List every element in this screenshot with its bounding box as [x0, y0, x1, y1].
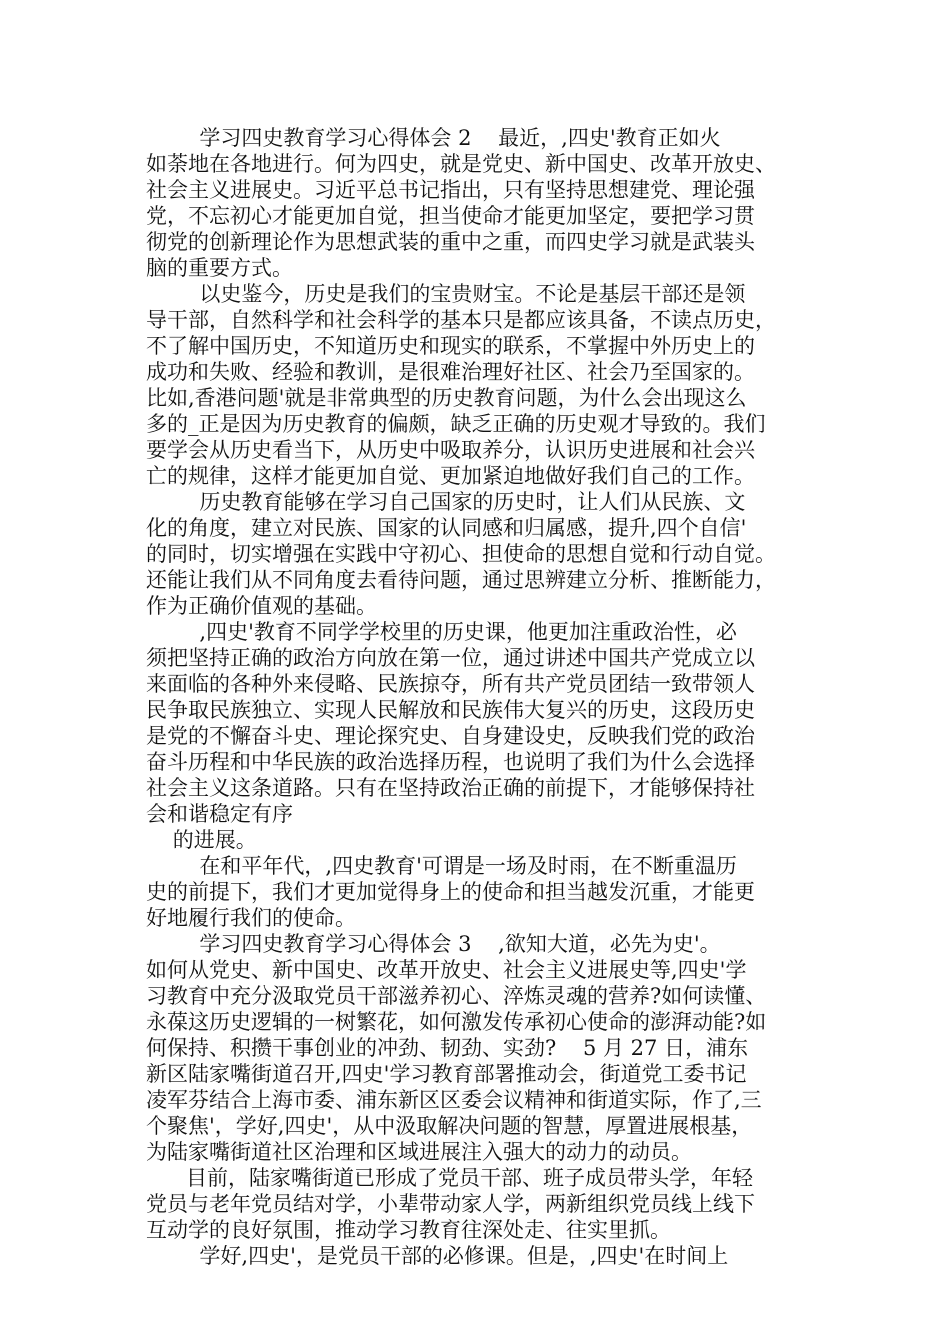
text-line: 奋斗历程和中华民族的政治选择历程，也说明了我们为什么会选择 [146, 750, 755, 774]
text-line: 脑的重要方式。 [146, 256, 293, 280]
text-line: 比如,香港问题'就是非常典型的历史教育问题，为什么会出现这么 [146, 386, 747, 410]
text-line: 学习四史教育学习心得体会 3 ,欲知大道，必先为史'。 [146, 932, 721, 956]
text-line: 历史教育能够在学习自己国家的历史时，让人们从民族、文 [146, 490, 746, 514]
text-line: 永葆这历史逻辑的一树繁花，如何激发传承初心使命的澎湃动能?如 [146, 1010, 767, 1034]
text-line: 不了解中国历史，不知道历史和现实的联系，不掌握中外历史上的 [146, 334, 755, 358]
text-line: 为陆家嘴街道社区治理和区域进展注入强大的动力的动员。 [146, 1140, 692, 1164]
text-line: 要学会从历史看当下，从历史中吸取养分，认识历史进展和社会兴 [146, 438, 755, 462]
text-line: 会和谐稳定有序 [146, 802, 293, 826]
text-line: 彻党的创新理论作为思想武装的重中之重，而四史学习就是武装头 [146, 230, 755, 254]
text-line: 学习四史教育学习心得体会 2 最近，,四史'教育正如火 [146, 126, 721, 150]
text-line: 亡的规律，这样才能更加自觉、更加紧迫地做好我们自己的工作。 [146, 464, 755, 488]
text-line: 多的_正是因为历史教育的偏颇，缺乏正确的历史观才导致的。我们 [146, 412, 766, 436]
text-line: 目前，陆家嘴街道已形成了党员干部、班子成员带头学，年轻 [146, 1166, 754, 1190]
text-line: 史的前提下，我们才更加觉得身上的使命和担当越发沉重，才能更 [146, 880, 755, 904]
text-line: 互动学的良好氛围，推动学习教育往深处走、往实里抓。 [146, 1218, 671, 1242]
text-line: 作为正确价值观的基础。 [146, 594, 377, 618]
text-line: 好地履行我们的使命。 [146, 906, 356, 930]
text-line: 何保持、积攒干事创业的冲劲、韧劲、实劲? 5 月 27 日，浦东 [146, 1036, 749, 1060]
text-line: 以史鉴今，历史是我们的宝贵财宝。不论是基层干部还是领 [146, 282, 746, 306]
text-line: 须把坚持正确的政治方向放在第一位，通过讲述中国共产党成立以 [146, 646, 755, 670]
text-line: 的同时，切实增强在实践中守初心、担使命的思想自觉和行动自觉。 [146, 542, 776, 566]
text-line: 如何从党史、新中国史、改革开放史、社会主义进展史等,四史'学 [146, 958, 747, 982]
text-line: ,四史'教育不同学学校里的历史课，他更加注重政治性，必 [146, 620, 737, 644]
text-line: 化的角度，建立对民族、国家的认同感和归属感，提升,四个自信' [146, 516, 747, 540]
text-line: 是党的不懈奋斗史、理论探究史、自身建设史，反映我们党的政治 [146, 724, 755, 748]
text-line: 学好,四史'，是党员干部的必修课。但是，,四史'在时间上 [146, 1244, 729, 1268]
text-line: 还能让我们从不同角度去看待问题，通过思辨建立分析、推断能力， [146, 568, 776, 592]
text-line: 的进展。 [146, 828, 257, 852]
text-line: 在和平年代，,四史教育'可谓是一场及时雨，在不断重温历 [146, 854, 737, 878]
text-line: 党员与老年党员结对学，小辈带动家人学，两新组织党员线上线下 [146, 1192, 755, 1216]
text-line: 来面临的各种外来侵略、民族掠夺，所有共产党员团结一致带领人 [146, 672, 755, 696]
text-line: 民争取民族独立、实现人民解放和民族伟大复兴的历史，这段历史 [146, 698, 755, 722]
text-line: 成功和失败、经验和教训，是很难治理好社区、社会乃至国家的。 [146, 360, 755, 384]
text-line: 个聚焦'，学好,四史'，从中汲取解决问题的智慧，厚置进展根基， [146, 1114, 753, 1138]
text-line: 导干部，自然科学和社会科学的基本只是都应该具备，不读点历史， [146, 308, 776, 332]
text-line: 习教育中充分汲取党员干部滋养初心、淬炼灵魂的营养?如何读懂、 [146, 984, 767, 1008]
text-line: 党，不忘初心才能更加自觉，担当使命才能更加坚定，要把学习贯 [146, 204, 755, 228]
text-line: 如荼地在各地进行。何为四史，就是党史、新中国史、改革开放史、 [146, 152, 776, 176]
text-line: 凌军芬结合上海市委、浦东新区区委会议精神和街道实际，作了,三 [146, 1088, 762, 1112]
text-line: 新区陆家嘴街道召开,四史'学习教育部署推动会，街道党工委书记 [146, 1062, 747, 1086]
text-line: 社会主义进展史。习近平总书记指出，只有坚持思想建党、理论强 [146, 178, 755, 202]
text-line: 社会主义这条道路。只有在坚持政治正确的前提下，才能够保持社 [146, 776, 755, 800]
